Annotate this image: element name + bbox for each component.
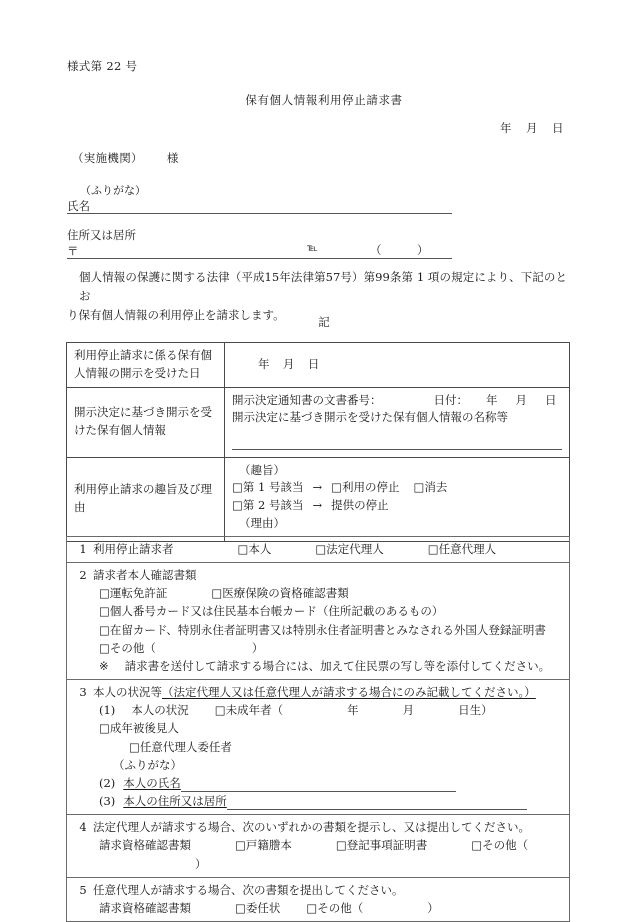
checkbox-item2[interactable]: □第 2 号該当 [232,498,304,513]
table-row [67,343,570,388]
section-2-note [73,657,563,675]
section3-birth-year: 年 [347,703,359,718]
row1-date-cell[interactable] [225,343,570,388]
arrow-icon-2: → [312,498,323,513]
row1-date-group [232,357,320,371]
item-3-number: (3) [99,794,116,809]
section-2-header [73,566,563,584]
section-3-item-1-line-2 [73,738,563,756]
form-number: 様式第 22 号 [67,59,138,73]
ki-heading: 記 [318,315,330,329]
section-3-furigana-label: （ふりがな） [113,757,182,772]
agency-label: （実施機関） [72,151,143,165]
row1-label: 利用停止請求に係る保有個人情報の開示を受けた日 [67,343,225,388]
postal-code-symbol: 〒 [67,244,79,258]
section2-checkbox-license[interactable]: □運転免許証 [99,586,168,601]
tel-paren-close: ） [417,243,429,257]
row2-year: 年 [486,392,498,407]
section-5-title: 任意代理人が請求する場合、次の書類を提出してください。 [93,882,404,897]
section-4-header [73,818,563,836]
table-row [67,877,570,921]
checkbox-item1-opt1[interactable]: □利用の停止 [331,480,400,495]
date-month-label: 月 [526,121,538,135]
agency-honorific: 様 [166,151,179,165]
section5-other-paren-close: ） [427,900,439,915]
note-mark-icon: ※ [99,658,109,673]
section3-checkbox-voluntary-delegator[interactable]: □任意代理人委任者 [129,739,232,754]
table-row [67,563,570,680]
section-2-cell [67,563,570,680]
section-3-header [73,683,563,701]
section-1-title: 利用停止請求者 [93,542,174,556]
row2-day: 日 [545,392,557,407]
applicant-address-field[interactable] [67,243,452,259]
row2-docnumber-line [232,392,562,410]
date-day-label: 日 [552,121,564,135]
section2-checkbox-mynumber[interactable]: □個人番号カード又は住民基本台帳カード（住所記載のあるもの） [99,604,444,619]
row2-month: 月 [515,392,527,407]
tel-paren-open: （ [370,243,382,257]
section-2-line-1 [73,584,563,602]
row1-year: 年 [258,356,270,371]
section-4-options [73,836,563,872]
row3-item-1[interactable] [232,479,562,497]
row1-month: 月 [282,356,295,371]
table-row [67,387,570,457]
row2-docnum-label: 開示決定通知書の文書番号： [232,392,382,407]
section-3-title: 本人の状況等 [93,685,162,700]
arrow-icon-1: → [312,480,323,495]
row2-content-cell[interactable] [225,387,570,457]
section2-checkbox-residence-card[interactable]: □在留カード、特別永住者証明書又は特別永住者証明書とみなされる外国人登録証明書 [99,622,546,637]
section4-checkbox-other[interactable]: □その他（ [471,838,529,853]
section-5-header [73,881,563,899]
section-2-title: 請求者本人確認書類 [93,568,197,583]
section1-checkbox-voluntary-rep[interactable]: □任意代理人 [427,542,497,556]
applicant-name-field[interactable] [67,198,452,214]
requirements-table [66,536,570,922]
section-4-number: 4 [79,820,87,835]
section-3-cell [67,680,570,815]
section2-other-paren-close: ） [251,640,264,655]
applicant-address-label: 住所又は居所 [67,228,136,242]
row2-name-label: 開示決定に基づき開示を受けた保有個人情報の名称等 [232,410,508,425]
checkbox-item1[interactable]: □第 1 号該当 [232,480,304,495]
section-2-number: 2 [79,568,87,583]
section3-checkbox-minor[interactable]: □未成年者（ [214,703,284,718]
item-3-label: 本人の住所又は居所 [123,794,227,809]
section-4-title: 法定代理人が請求する場合、次のいずれかの書類を提示し、又は提出してください。 [93,820,530,835]
applicant-furigana-label: （ふりがな） [80,184,146,197]
body-paragraph-line-2: り保有個人情報の利用停止を請求します。 [67,307,285,322]
section-5-doc-label: 請求資格確認書類 [99,900,191,915]
section3-birth-month: 月 [402,703,415,718]
document-title: 保有個人情報利用停止請求書 [245,93,403,107]
row3-content-cell[interactable] [225,457,570,541]
section-3-item-2 [73,774,563,792]
section1-checkbox-self[interactable]: □本人 [237,542,272,556]
row3-label: 利用停止請求の趣旨及び理由 [67,457,225,541]
section-3-item-1 [73,701,563,737]
date-year-label: 年 [500,121,512,135]
row2-label: 開示決定に基づき開示を受けた保有個人情報 [67,387,225,457]
section2-checkbox-insurance[interactable]: □医療保険の資格確認書類 [211,586,349,601]
section-1-cell [67,537,570,563]
section-5-options [73,899,563,917]
section1-checkbox-legal-rep[interactable]: □法定代理人 [315,542,384,556]
section-2-line-3 [73,621,563,639]
section-1-number: 1 [79,542,87,556]
item-1-label: 本人の状況 [131,703,189,718]
table-row [67,457,570,541]
section-2-line-2 [73,602,563,620]
agency-row [72,150,179,166]
item2-opt1: 提供の停止 [331,498,389,513]
section-5-cell [67,877,570,921]
table-row [67,537,570,563]
row3-shushi-heading: （趣旨） [239,462,285,477]
section-4-cell [67,815,570,877]
body-paragraph-line-1: 個人情報の保護に関する法律（平成15年法律第57号）第99条第 1 項の規定により、下記のとお [79,270,567,303]
telephone-icon: ℡ [307,243,318,254]
submission-date-line [500,120,564,136]
disclosure-info-table [66,342,570,542]
applicant-name-label: 氏名 [67,199,90,213]
item-2-label: 本人の氏名 [123,775,181,790]
section2-checkbox-other[interactable]: □その他（ [99,640,156,655]
section4-checkbox-koseki[interactable]: □戸籍謄本 [235,838,292,853]
section-1-header [73,540,563,558]
row3-riyu-heading: （理由） [239,516,285,531]
table-row [67,815,570,877]
section4-checkbox-registry[interactable]: □登記事項証明書 [335,838,428,853]
section-3-title-note: （法定代理人又は任意代理人が請求する場合にのみ記載してください。） [162,685,536,700]
row2-blank-rule[interactable] [232,449,562,450]
section3-checkbox-adult-ward[interactable]: □成年被後見人 [99,721,179,736]
section-4-doc-label: 請求資格確認書類 [99,838,191,853]
checkbox-item1-opt2[interactable]: □消去 [413,480,448,495]
section3-birth-day: 日生） [458,703,493,718]
section5-checkbox-other[interactable]: □その他（ [306,900,364,915]
row1-day: 日 [307,356,320,371]
row3-item-2[interactable] [232,497,562,515]
section-2-note-text: 請求書を送付して請求する場合には、加えて住民票の写し等を添付してください。 [124,658,551,673]
section5-checkbox-poa[interactable]: □委任状 [235,900,281,915]
item-2-number: (2) [99,775,116,790]
item-3-input-rule[interactable] [227,798,527,810]
table-row [67,680,570,815]
item-2-input-rule[interactable] [181,780,456,792]
section4-other-paren-close: ） [195,856,207,871]
item-1-number: (1) [99,703,116,718]
section-2-line-4 [73,639,563,657]
section-3-item-3 [73,792,563,810]
section-5-number: 5 [79,882,87,897]
row2-date-label: 日付： [433,392,468,407]
section-3-number: 3 [79,685,87,700]
